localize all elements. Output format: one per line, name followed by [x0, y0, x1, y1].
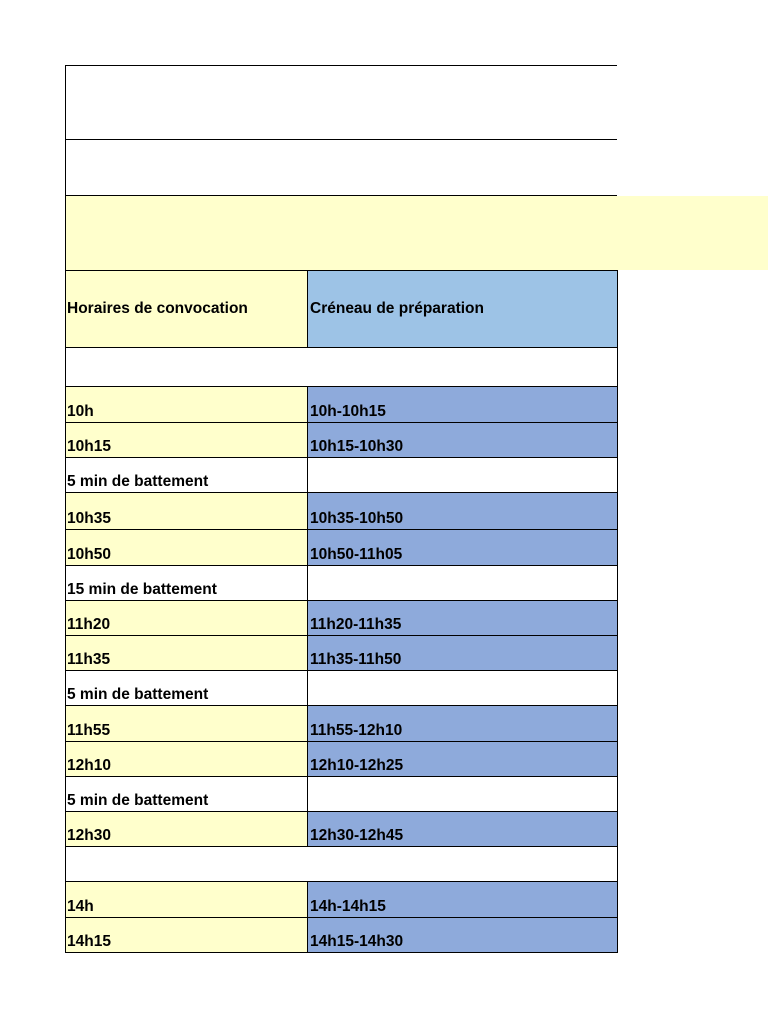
convocation-time-cell: 11h35 [66, 636, 308, 670]
convocation-time-cell: 10h [66, 387, 308, 422]
break-row [65, 566, 618, 601]
convocation-time-cell: 10h35 [66, 493, 308, 529]
header-preparation: Créneau de préparation [308, 271, 618, 347]
break-row [65, 777, 618, 812]
header-convocation: Horaires de convocation [66, 271, 308, 347]
schedule-row [65, 882, 618, 918]
break-label-cell: 5 min de battement [66, 777, 308, 811]
preparation-slot-cell: 10h-10h15 [308, 387, 618, 422]
preparation-slot-cell: 12h30-12h45 [308, 812, 618, 846]
preparation-slot-cell: 10h15-10h30 [308, 423, 618, 457]
highlight-band-row [65, 196, 768, 270]
schedule-row [65, 812, 618, 847]
break-row [65, 671, 618, 706]
convocation-time-cell: 12h10 [66, 742, 308, 776]
break-empty-cell [308, 458, 618, 492]
schedule-row [65, 423, 618, 458]
break-empty-cell [308, 671, 618, 705]
spacer-row [65, 348, 618, 387]
schedule-row [65, 742, 618, 777]
convocation-time-cell: 14h [66, 882, 308, 917]
break-empty-cell [308, 777, 618, 811]
schedule-row [65, 918, 618, 953]
schedule-row [65, 636, 618, 671]
preparation-slot-cell: 12h10-12h25 [308, 742, 618, 776]
preparation-slot-cell: 11h20-11h35 [308, 601, 618, 635]
preparation-slot-cell: 11h55-12h10 [308, 706, 618, 741]
convocation-time-cell: 11h55 [66, 706, 308, 741]
subtitle-row [65, 140, 617, 196]
schedule-row [65, 493, 618, 530]
preparation-slot-cell: 11h35-11h50 [308, 636, 618, 670]
convocation-time-cell: 10h15 [66, 423, 308, 457]
schedule-row [65, 601, 618, 636]
break-empty-cell [308, 566, 618, 600]
break-row [65, 458, 618, 493]
preparation-slot-cell: 14h15-14h30 [308, 918, 618, 952]
break-label-cell: 15 min de battement [66, 566, 308, 600]
schedule-row [65, 706, 618, 742]
preparation-slot-cell: 10h35-10h50 [308, 493, 618, 529]
preparation-slot-cell: 14h-14h15 [308, 882, 618, 917]
schedule-row [65, 530, 618, 566]
spacer-row [65, 847, 618, 882]
schedule-sheet [65, 65, 768, 953]
convocation-time-cell: 10h50 [66, 530, 308, 565]
convocation-time-cell: 11h20 [66, 601, 308, 635]
break-label-cell: 5 min de battement [66, 458, 308, 492]
title-row [65, 65, 617, 140]
convocation-time-cell: 14h15 [66, 918, 308, 952]
schedule-row [65, 387, 618, 423]
column-header-row [65, 270, 618, 348]
convocation-time-cell: 12h30 [66, 812, 308, 846]
preparation-slot-cell: 10h50-11h05 [308, 530, 618, 565]
break-label-cell: 5 min de battement [66, 671, 308, 705]
